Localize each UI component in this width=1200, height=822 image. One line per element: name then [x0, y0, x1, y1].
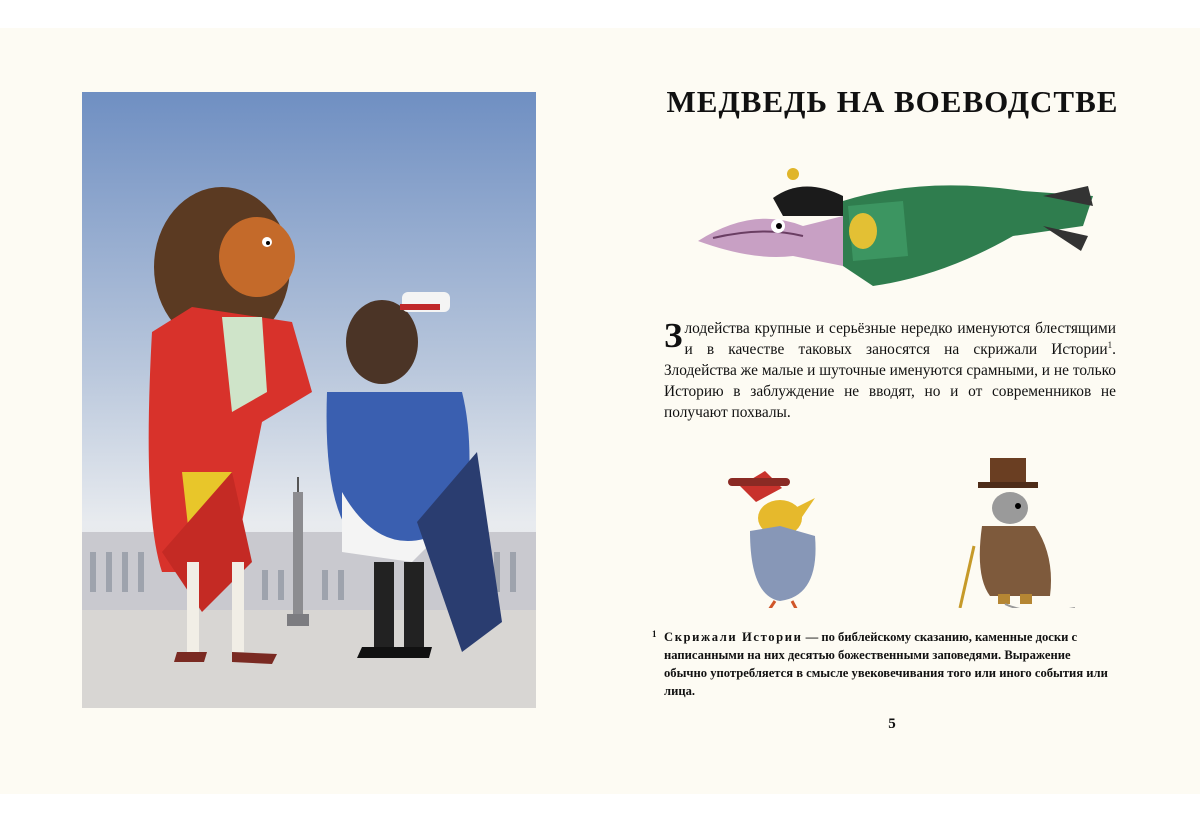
body-paragraph [664, 318, 1116, 423]
bird-in-red-hat-illustration [728, 471, 816, 608]
body-text-part-2: . Злодейства же малые и шуточные именуются срамными, и не только Историю в заблуждение не вводят, но и от современников не получают похвалы. [664, 341, 1116, 421]
footnote-term: Скрижали Истории [664, 630, 803, 644]
footnote [652, 628, 1116, 700]
lion-and-bear-illustration [82, 92, 536, 708]
mouse-in-top-hat-illustration [960, 458, 1075, 608]
book-spread [0, 28, 1200, 794]
small-figures-row [720, 436, 1090, 608]
flying-fish-official-illustration [693, 156, 1105, 306]
footnote-text: — по библейскому сказанию, каменные доски с написанными на них десятью божественными заповедями. Выражение обычно употребляется в смысле увековечивания того или иного события или лица. [664, 630, 1108, 698]
footnote-reference[interactable]: 1 [1107, 339, 1113, 350]
chapter-title: МЕДВЕДЬ НА ВОЕВОДСТВЕ [666, 84, 1119, 119]
page-number: 5 [888, 716, 896, 732]
flying-fish-drawing [693, 156, 1105, 306]
small-figures-drawing [720, 436, 1090, 608]
drop-cap: З [664, 316, 683, 355]
body-text-part-1: лодейства крупные и серьёзные нередко именуются блестящими и в качестве таковых заносятся на скрижали Истории [684, 320, 1116, 358]
lion-and-bear-drawing [82, 92, 536, 708]
footnote-mark: 1 [652, 629, 657, 639]
